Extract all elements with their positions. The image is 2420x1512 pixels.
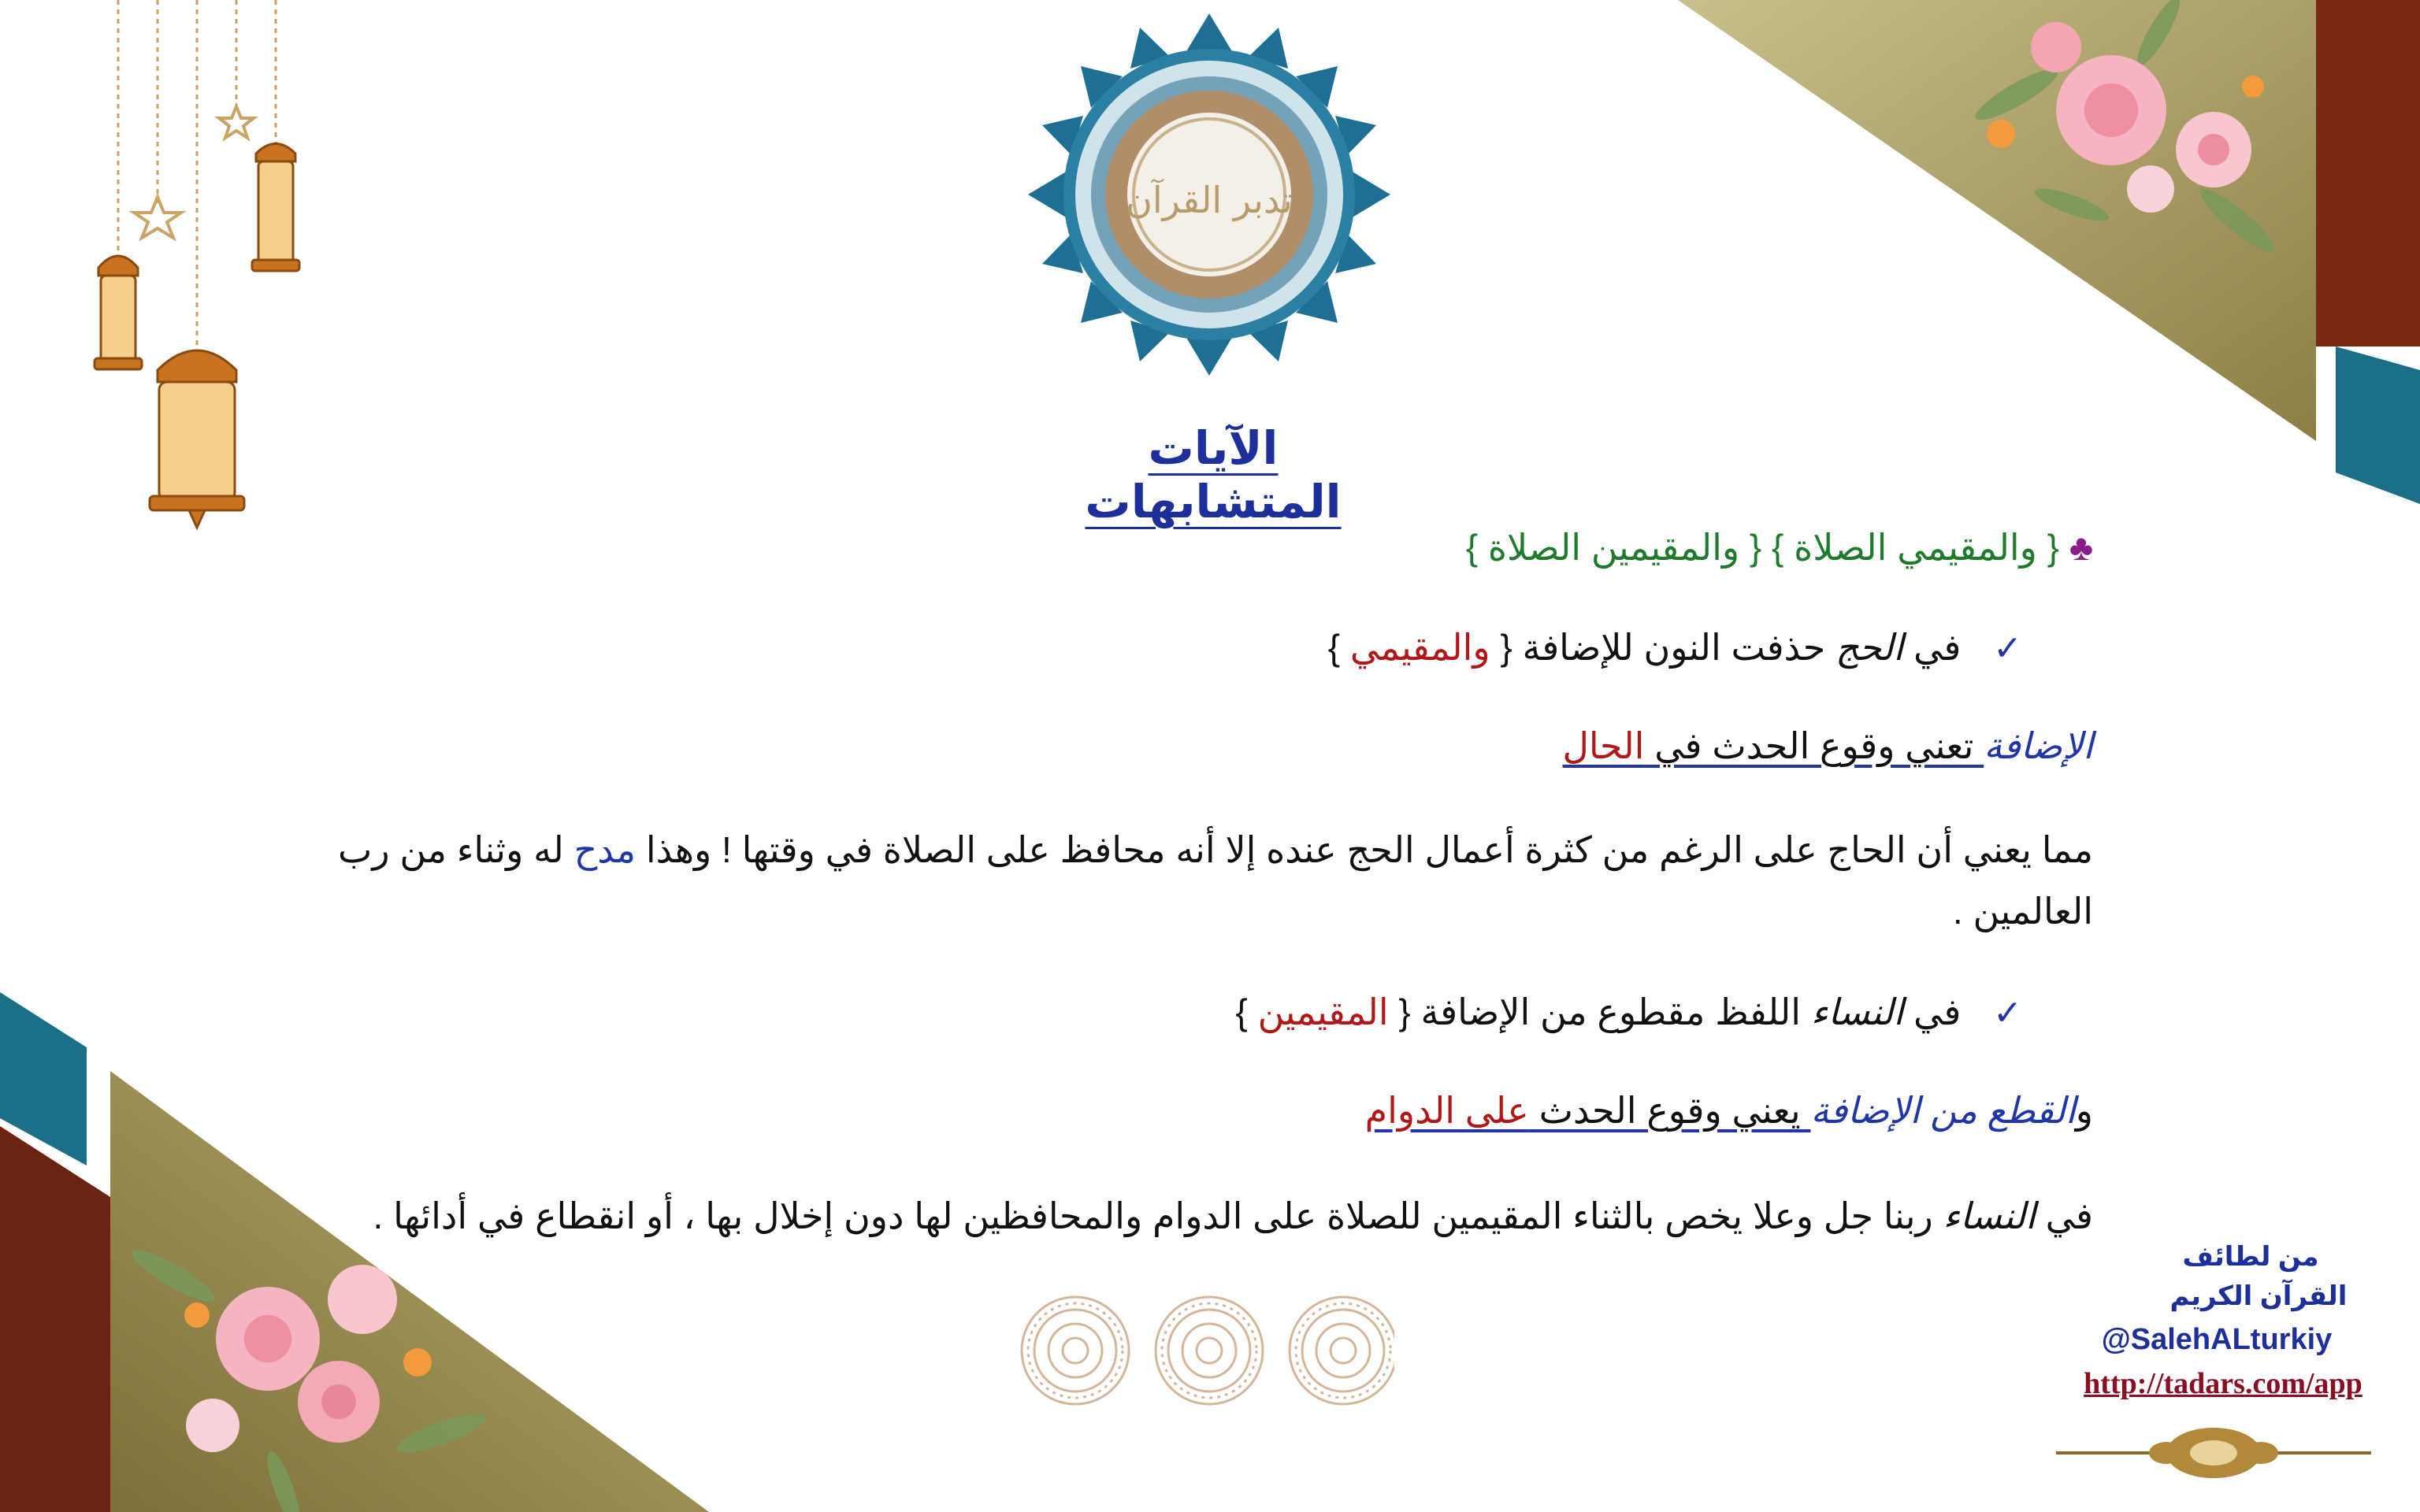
- hajj-explanation: [281, 819, 2093, 942]
- definition-text: تعني وقوع الحدث في: [1644, 725, 1984, 766]
- key-word: الحال: [1562, 725, 1645, 766]
- point-suffix: }: [1327, 627, 1350, 668]
- point-prefix: في: [1903, 627, 1962, 668]
- quran-emblem-icon: [1024, 9, 1394, 380]
- flower-bouquet-icon: [126, 1228, 488, 1512]
- verse-phrase: { والمقيمي الصلاة } { والمقيمين الصلاة }: [1465, 527, 2060, 568]
- prefix: و: [2075, 1090, 2093, 1131]
- ornament-divider-icon: [2056, 1418, 2371, 1488]
- key-word: على الدوام: [1364, 1090, 1529, 1131]
- page-title: الآيات المتشابهات: [1085, 423, 1342, 528]
- credit-line1: من لطائف: [2182, 1242, 2319, 1272]
- point-prefix: في: [1903, 991, 1962, 1032]
- para-text: ربنا جل وعلا يخص بالثناء المقيمين للصلاة على الدوام والمحافظين لها دون إخلال بها ، أو انقطاع في أدائها .: [373, 1195, 1943, 1236]
- verse-heading: [1466, 526, 2093, 569]
- flower-bouquet-icon: [1954, 0, 2285, 284]
- nisa-explanation: [321, 1185, 2093, 1247]
- twitter-handle[interactable]: @SalehALturkiy: [2101, 1323, 2333, 1356]
- qat-definition: [1365, 1089, 2093, 1132]
- logo-calligraphy: تدبر القرآن: [1126, 179, 1293, 221]
- key-word: مدح: [573, 829, 637, 870]
- term: القطع من الإضافة: [1810, 1090, 2076, 1131]
- point-hajj: [1328, 626, 2022, 669]
- definition-text: يعني وقوع الحدث: [1528, 1090, 1811, 1131]
- surah-name: الحج: [1835, 627, 1904, 668]
- point-nisa: [1235, 991, 2022, 1033]
- lanterns-icon: [71, 0, 331, 536]
- para-text: مما يعني أن الحاج على الرغم من كثرة أعمال الحج عنده إلا أنه محافظ على الصلاة في وقتها ! وهذا: [636, 829, 2093, 870]
- key-word: المقيمين: [1257, 991, 1389, 1032]
- point-text: حذفت النون للإضافة {: [1490, 627, 1836, 668]
- para-prefix: في: [2035, 1195, 2093, 1236]
- term: الإضافة: [1984, 725, 2093, 766]
- check-icon: ✓: [1993, 994, 2022, 1032]
- surah-name: النساء: [1943, 1195, 2036, 1236]
- mandala-icon: [1016, 1292, 1394, 1410]
- credit-line2: القرآن الكريم: [2169, 1281, 2348, 1311]
- point-text: اللفظ مقطوع من الإضافة {: [1388, 991, 1811, 1032]
- key-word: والمقيمي: [1349, 627, 1490, 668]
- website-link[interactable]: http://tadars.com/app: [2084, 1367, 2362, 1400]
- check-icon: ✓: [1993, 629, 2022, 668]
- idafa-definition: [1563, 724, 2094, 767]
- surah-name: النساء: [1810, 991, 1904, 1032]
- para-text: له وثناء من رب العالمين .: [338, 829, 2093, 932]
- club-icon: ♣: [2069, 527, 2093, 568]
- point-suffix: }: [1235, 991, 1258, 1032]
